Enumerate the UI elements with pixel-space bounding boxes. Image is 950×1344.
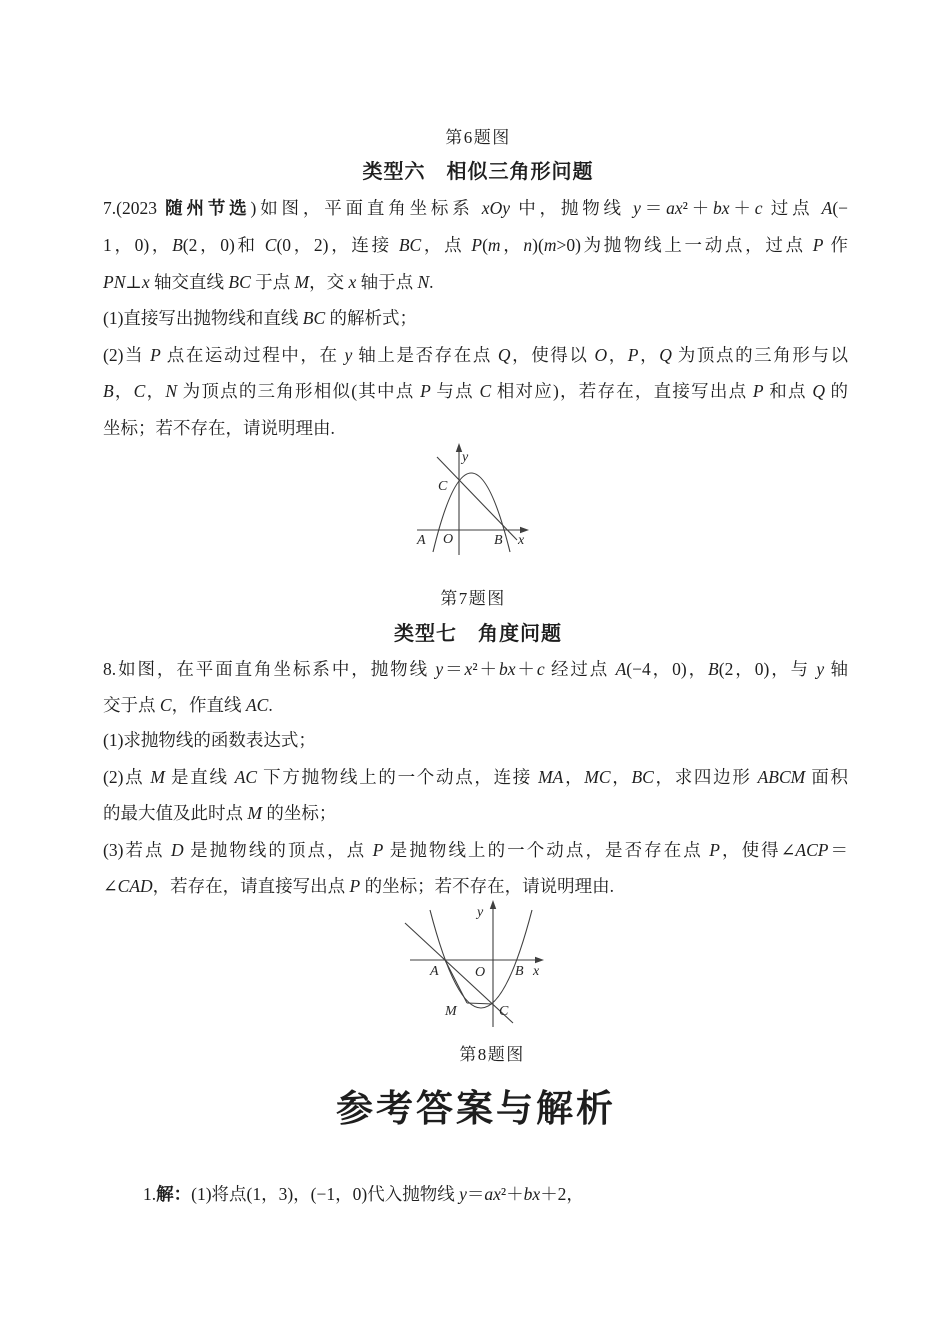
fig7-label-c: C <box>438 479 448 494</box>
q7-intro-line-3: PN⊥x 轴交直线 BC 于点 M，交 x 轴于点 N. <box>103 272 434 292</box>
q7-intro-line-2: 1，0)，B(2，0)和 C(0，2)，连接 BC，点 P(m，n)(m>0)为抛物线上一动点，过点 P 作 <box>103 235 849 255</box>
answer1-line-1: 1.解：(1)将点(1，3)，(−1，0)代入抛物线 y＝ax²＋bx＋2， <box>143 1184 584 1204</box>
fig8-y-axis-arrow <box>490 900 496 909</box>
fig8-x-axis-arrow <box>535 957 544 963</box>
fig8-label-y: y <box>477 905 484 920</box>
fig8-segment-ma <box>445 960 467 1003</box>
fig8-label-x: x <box>533 964 540 979</box>
figure7-diagram <box>400 441 550 563</box>
q7-part2-line-3: 坐标；若不存在，请说明理由. <box>103 418 335 438</box>
fig8-label-a: A <box>430 964 439 979</box>
q8-part1-line: (1)求抛物线的函数表达式； <box>103 730 316 750</box>
figure8-caption: 第8题图 <box>459 1045 525 1064</box>
fig7-label-b: B <box>494 533 503 548</box>
q8-intro-line-1: 8.如图，在平面直角坐标系中，抛物线 y＝x²＋bx＋c 经过点 A(−4，0)，B(2，0)，与 y 轴 <box>103 659 848 679</box>
q8-part2-line-2: 的最大值及此时点 M 的坐标； <box>103 803 337 823</box>
figure7-canvas <box>400 441 550 563</box>
fig8-line-ac <box>405 923 513 1023</box>
fig8-label-o: O <box>475 965 486 980</box>
q7-intro-line-1: 7.(2023 随州节选)如图，平面直角坐标系 xOy 中，抛物线 y＝ax²＋bx＋c 过点 A(− <box>103 198 849 218</box>
figure7-caption: 第7题图 <box>440 589 506 608</box>
figure8-diagram <box>392 898 552 1030</box>
fig8-label-c: C <box>499 1004 509 1019</box>
answers-heading: 参考答案与解析 <box>336 1089 616 1130</box>
fig7-label-a: A <box>417 533 426 548</box>
q8-intro-line-2: 交于点 C，作直线 AC. <box>103 695 273 715</box>
q8-part3-line-2: ∠CAD，若存在，请直接写出点 P 的坐标；若不存在，请说明理由. <box>103 876 614 896</box>
figure8-canvas <box>392 898 552 1030</box>
q7-part1-line: (1)直接写出抛物线和直线 BC 的解析式； <box>103 308 418 328</box>
fig7-label-x: x <box>518 533 525 548</box>
section-six-title: 类型六 相似三角形问题 <box>362 161 594 183</box>
section-seven-title: 类型七 角度问题 <box>394 623 562 645</box>
fig7-label-o: O <box>443 532 454 547</box>
fig7-label-y: y <box>462 450 469 465</box>
fig8-label-b: B <box>515 964 524 979</box>
q8-part3-line-1: (3)若点 D 是抛物线的顶点，点 P 是抛物线上的一个动点，是否存在点 P，使得∠ACP＝ <box>103 840 849 860</box>
q7-part2-line-2: B，C，N 为顶点的三角形相似(其中点 P 与点 C 相对应)，若存在，直接写出点 P 和点 Q 的 <box>103 381 849 401</box>
q8-part2-line-1: (2)点 M 是直线 AC 下方抛物线上的一个动点，连接 MA，MC，BC，求四边形 ABCM 面积 <box>103 767 849 787</box>
fig8-label-m: M <box>445 1004 457 1019</box>
figure6-caption: 第6题图 <box>445 128 511 147</box>
q7-part2-line-1: (2)当 P 点在运动过程中，在 y 轴上是否存在点 Q，使得以 O，P，Q 为顶点的三角形与以 <box>103 345 849 365</box>
